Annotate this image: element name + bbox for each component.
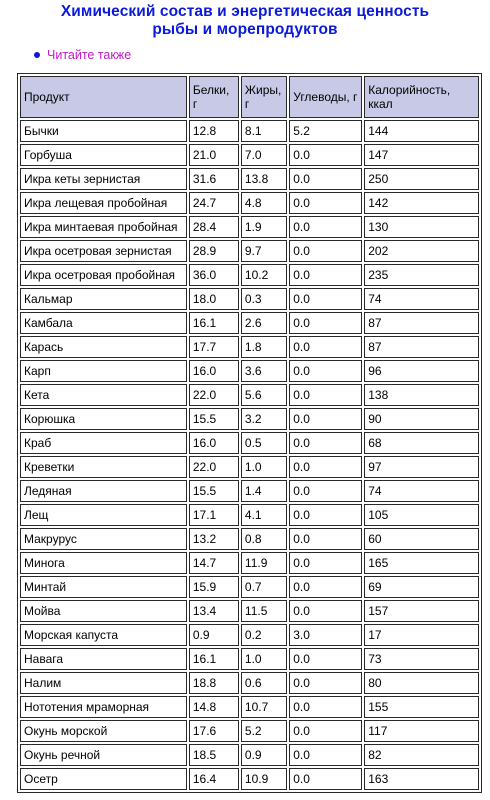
cell-calories: 163 — [364, 768, 479, 790]
cell-protein: 0.9 — [189, 624, 239, 646]
cell-protein: 28.9 — [189, 240, 239, 262]
cell-fat: 10.2 — [241, 264, 287, 286]
cell-product: Макрурус — [20, 528, 187, 550]
cell-product: Креветки — [20, 456, 187, 478]
page-title-line-1: Химический состав и энергетическая ценность — [60, 3, 430, 20]
table-row — [20, 264, 479, 286]
cell-fat: 10.7 — [241, 696, 287, 718]
cell-calories: 90 — [364, 408, 479, 430]
cell-fat: 0.3 — [241, 288, 287, 310]
cell-calories: 74 — [364, 480, 479, 502]
cell-calories: 96 — [364, 360, 479, 382]
cell-carbs: 0.0 — [289, 696, 362, 718]
table-row — [20, 144, 479, 166]
cell-product: Минога — [20, 552, 187, 574]
cell-calories: 60 — [364, 528, 479, 550]
cell-calories: 157 — [364, 600, 479, 622]
table-row — [20, 432, 479, 454]
cell-calories: 80 — [364, 672, 479, 694]
cell-product: Бычки — [20, 120, 187, 142]
cell-calories: 165 — [364, 552, 479, 574]
table-row — [20, 288, 479, 310]
cell-protein: 18.0 — [189, 288, 239, 310]
cell-carbs: 0.0 — [289, 672, 362, 694]
table-row — [20, 408, 479, 430]
cell-fat: 0.7 — [241, 576, 287, 598]
cell-product: Кета — [20, 384, 187, 406]
cell-calories: 117 — [364, 720, 479, 742]
cell-fat: 1.0 — [241, 456, 287, 478]
cell-calories: 138 — [364, 384, 479, 406]
cell-fat: 0.8 — [241, 528, 287, 550]
cell-carbs: 0.0 — [289, 576, 362, 598]
cell-carbs: 0.0 — [289, 528, 362, 550]
cell-fat: 0.5 — [241, 432, 287, 454]
cell-product: Икра осетровая пробойная — [20, 264, 187, 286]
cell-protein: 18.5 — [189, 744, 239, 766]
see-also-link[interactable]: Читайте также — [47, 48, 132, 62]
see-also-list — [33, 47, 131, 63]
cell-carbs: 3.0 — [289, 624, 362, 646]
cell-calories: 130 — [364, 216, 479, 238]
cell-product: Налим — [20, 672, 187, 694]
cell-carbs: 0.0 — [289, 720, 362, 742]
cell-fat: 4.1 — [241, 504, 287, 526]
cell-calories: 235 — [364, 264, 479, 286]
table-row — [20, 576, 479, 598]
cell-fat: 5.2 — [241, 720, 287, 742]
cell-protein: 28.4 — [189, 216, 239, 238]
bullet-icon — [34, 52, 40, 58]
cell-carbs: 0.0 — [289, 360, 362, 382]
cell-protein: 14.7 — [189, 552, 239, 574]
cell-product: Икра осетровая зернистая — [20, 240, 187, 262]
cell-protein: 31.6 — [189, 168, 239, 190]
cell-protein: 15.9 — [189, 576, 239, 598]
cell-carbs: 0.0 — [289, 456, 362, 478]
table-row — [20, 480, 479, 502]
table-row — [20, 624, 479, 646]
cell-protein: 16.1 — [189, 312, 239, 334]
cell-product: Кальмар — [20, 288, 187, 310]
page-title — [0, 0, 490, 39]
cell-protein: 17.6 — [189, 720, 239, 742]
table-row — [20, 672, 479, 694]
see-also-item — [33, 47, 131, 63]
cell-fat: 3.6 — [241, 360, 287, 382]
cell-calories: 142 — [364, 192, 479, 214]
cell-calories: 73 — [364, 648, 479, 670]
table-row — [20, 216, 479, 238]
cell-fat: 1.8 — [241, 336, 287, 358]
cell-carbs: 0.0 — [289, 768, 362, 790]
cell-carbs: 0.0 — [289, 408, 362, 430]
header-carbs: Углеводы, г — [289, 76, 362, 118]
cell-fat: 7.0 — [241, 144, 287, 166]
cell-fat: 5.6 — [241, 384, 287, 406]
cell-carbs: 0.0 — [289, 504, 362, 526]
header-product: Продукт — [20, 76, 187, 118]
table-row — [20, 192, 479, 214]
cell-protein: 22.0 — [189, 456, 239, 478]
cell-protein: 13.4 — [189, 600, 239, 622]
cell-calories: 147 — [364, 144, 479, 166]
page-title-line-2: рыбы и морепродуктов — [152, 21, 338, 38]
cell-product: Осетр — [20, 768, 187, 790]
cell-calories: 87 — [364, 312, 479, 334]
cell-product: Окунь речной — [20, 744, 187, 766]
cell-fat: 3.2 — [241, 408, 287, 430]
cell-calories: 144 — [364, 120, 479, 142]
cell-protein: 13.2 — [189, 528, 239, 550]
cell-carbs: 0.0 — [289, 144, 362, 166]
table-body — [20, 120, 479, 790]
cell-product: Икра минтаевая пробойная — [20, 216, 187, 238]
cell-calories: 105 — [364, 504, 479, 526]
cell-carbs: 0.0 — [289, 312, 362, 334]
cell-calories: 202 — [364, 240, 479, 262]
cell-fat: 1.4 — [241, 480, 287, 502]
cell-product: Лещ — [20, 504, 187, 526]
cell-protein: 22.0 — [189, 384, 239, 406]
cell-fat: 10.9 — [241, 768, 287, 790]
cell-product: Минтай — [20, 576, 187, 598]
cell-product: Горбуша — [20, 144, 187, 166]
cell-calories: 17 — [364, 624, 479, 646]
cell-fat: 9.7 — [241, 240, 287, 262]
table-row — [20, 600, 479, 622]
cell-fat: 0.9 — [241, 744, 287, 766]
cell-carbs: 0.0 — [289, 264, 362, 286]
cell-carbs: 0.0 — [289, 744, 362, 766]
header-protein: Белки, г — [189, 76, 239, 118]
cell-fat: 1.0 — [241, 648, 287, 670]
cell-product: Карась — [20, 336, 187, 358]
cell-carbs: 0.0 — [289, 552, 362, 574]
table-header-row — [20, 76, 479, 118]
cell-protein: 16.1 — [189, 648, 239, 670]
cell-product: Мойва — [20, 600, 187, 622]
table-row — [20, 456, 479, 478]
cell-fat: 0.6 — [241, 672, 287, 694]
cell-calories: 250 — [364, 168, 479, 190]
cell-carbs: 0.0 — [289, 600, 362, 622]
cell-carbs: 0.0 — [289, 648, 362, 670]
cell-product: Икра лещевая пробойная — [20, 192, 187, 214]
cell-product: Камбала — [20, 312, 187, 334]
table-row — [20, 312, 479, 334]
table-row — [20, 120, 479, 142]
cell-protein: 16.0 — [189, 360, 239, 382]
table-row — [20, 744, 479, 766]
cell-product: Окунь морской — [20, 720, 187, 742]
cell-fat: 0.2 — [241, 624, 287, 646]
cell-carbs: 0.0 — [289, 168, 362, 190]
cell-carbs: 5.2 — [289, 120, 362, 142]
cell-carbs: 0.0 — [289, 240, 362, 262]
cell-fat: 13.8 — [241, 168, 287, 190]
header-fat: Жиры, г — [241, 76, 287, 118]
cell-protein: 12.8 — [189, 120, 239, 142]
cell-protein: 36.0 — [189, 264, 239, 286]
cell-fat: 11.5 — [241, 600, 287, 622]
cell-protein: 15.5 — [189, 480, 239, 502]
cell-carbs: 0.0 — [289, 480, 362, 502]
cell-calories: 155 — [364, 696, 479, 718]
table-row — [20, 360, 479, 382]
cell-carbs: 0.0 — [289, 288, 362, 310]
table-row — [20, 552, 479, 574]
table-row — [20, 504, 479, 526]
cell-protein: 15.5 — [189, 408, 239, 430]
cell-protein: 24.7 — [189, 192, 239, 214]
cell-carbs: 0.0 — [289, 336, 362, 358]
cell-protein: 16.0 — [189, 432, 239, 454]
cell-protein: 17.1 — [189, 504, 239, 526]
cell-product: Краб — [20, 432, 187, 454]
table-row — [20, 240, 479, 262]
cell-protein: 14.8 — [189, 696, 239, 718]
cell-product: Ледяная — [20, 480, 187, 502]
cell-fat: 11.9 — [241, 552, 287, 574]
cell-carbs: 0.0 — [289, 216, 362, 238]
cell-fat: 1.9 — [241, 216, 287, 238]
cell-protein: 18.8 — [189, 672, 239, 694]
cell-product: Нототения мраморная — [20, 696, 187, 718]
cell-carbs: 0.0 — [289, 192, 362, 214]
cell-fat: 8.1 — [241, 120, 287, 142]
table-row — [20, 696, 479, 718]
cell-calories: 87 — [364, 336, 479, 358]
table-row — [20, 768, 479, 790]
table-row — [20, 384, 479, 406]
cell-calories: 68 — [364, 432, 479, 454]
cell-product: Корюшка — [20, 408, 187, 430]
cell-calories: 69 — [364, 576, 479, 598]
cell-product: Навага — [20, 648, 187, 670]
cell-product: Морская капуста — [20, 624, 187, 646]
table-row — [20, 528, 479, 550]
cell-protein: 17.7 — [189, 336, 239, 358]
cell-carbs: 0.0 — [289, 432, 362, 454]
cell-calories: 74 — [364, 288, 479, 310]
table-row — [20, 720, 479, 742]
table-row — [20, 168, 479, 190]
cell-calories: 97 — [364, 456, 479, 478]
cell-product: Икра кеты зернистая — [20, 168, 187, 190]
cell-protein: 21.0 — [189, 144, 239, 166]
nutrition-table — [17, 73, 482, 793]
table-row — [20, 336, 479, 358]
table-row — [20, 648, 479, 670]
cell-fat: 2.6 — [241, 312, 287, 334]
cell-calories: 82 — [364, 744, 479, 766]
cell-carbs: 0.0 — [289, 384, 362, 406]
cell-protein: 16.4 — [189, 768, 239, 790]
header-calories: Калорийность, ккал — [364, 76, 479, 118]
cell-fat: 4.8 — [241, 192, 287, 214]
cell-product: Карп — [20, 360, 187, 382]
